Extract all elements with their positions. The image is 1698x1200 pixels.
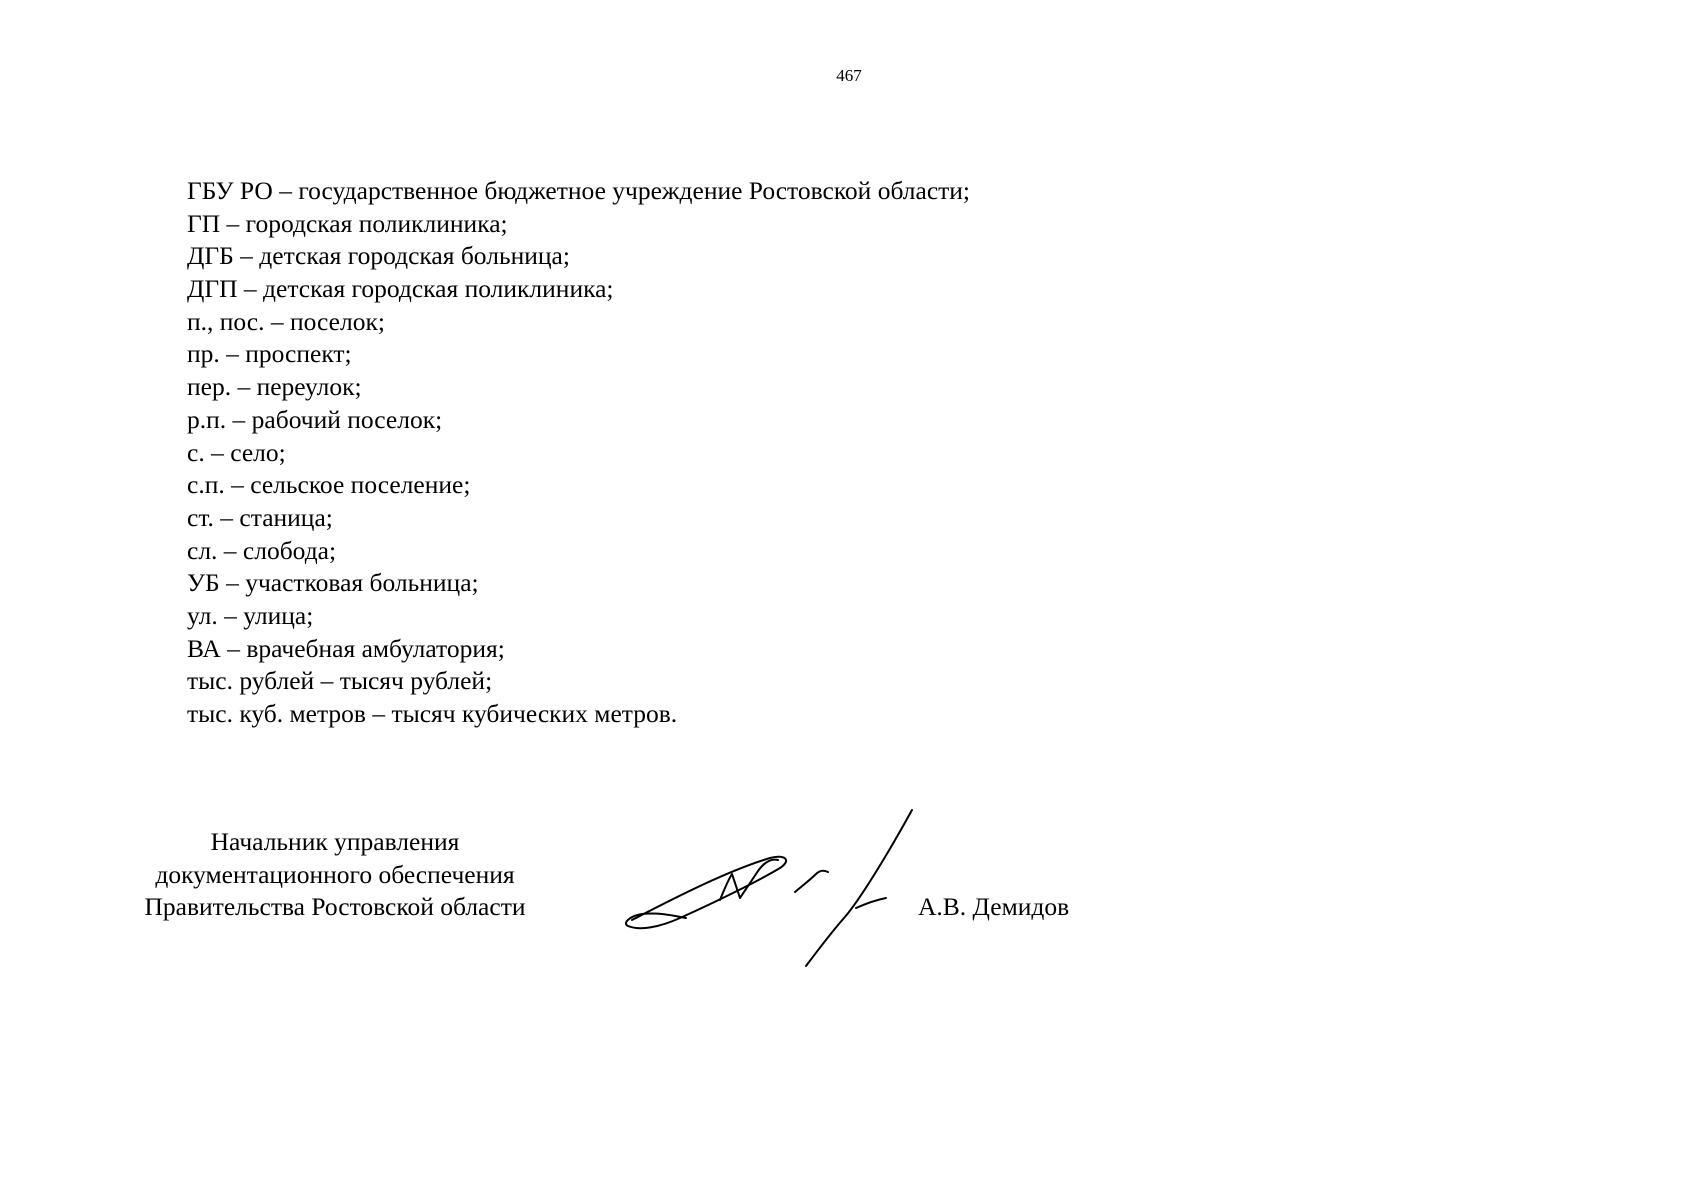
signer-name: А.В. Демидов	[918, 892, 1070, 921]
list-item: тыс. куб. метров – тысяч кубических метров.	[187, 699, 678, 728]
list-item: ДГП – детская городская поликлиника;	[187, 274, 614, 304]
list-item: с.п. – сельское поселение;	[187, 470, 471, 500]
position-line: Правительства Ростовской области	[144, 892, 526, 921]
list-item: тыс. рублей – тысяч рублей;	[187, 666, 493, 696]
list-item: ГБУ РО – государственное бюджетное учреждение Ростовской области;	[187, 176, 971, 205]
list-item: сл. – слобода;	[187, 535, 337, 565]
list-item: п., пос. – поселок;	[187, 306, 385, 336]
position-line: Начальник управления	[210, 827, 460, 856]
page-number: 467	[836, 66, 862, 85]
list-item: УБ – участковая больница;	[187, 568, 479, 598]
list-item: ст. – станица;	[187, 502, 333, 532]
list-item: пр. – проспект;	[187, 339, 352, 369]
list-item: с. – село;	[187, 437, 286, 467]
list-item: ДГБ – детская городская больница;	[187, 241, 570, 271]
list-item: ВА – врачебная амбулатория;	[187, 633, 505, 663]
list-item: пер. – переулок;	[187, 372, 362, 402]
signatory-position	[110, 826, 560, 924]
handwritten-signature	[620, 800, 920, 970]
list-item: р.п. – рабочий поселок;	[187, 404, 443, 434]
position-line: документационного обеспечения	[155, 859, 515, 889]
list-item: ГП – городская поликлиника;	[187, 208, 508, 238]
abbreviations-list	[187, 175, 970, 731]
list-item: ул. – улица;	[187, 600, 314, 630]
